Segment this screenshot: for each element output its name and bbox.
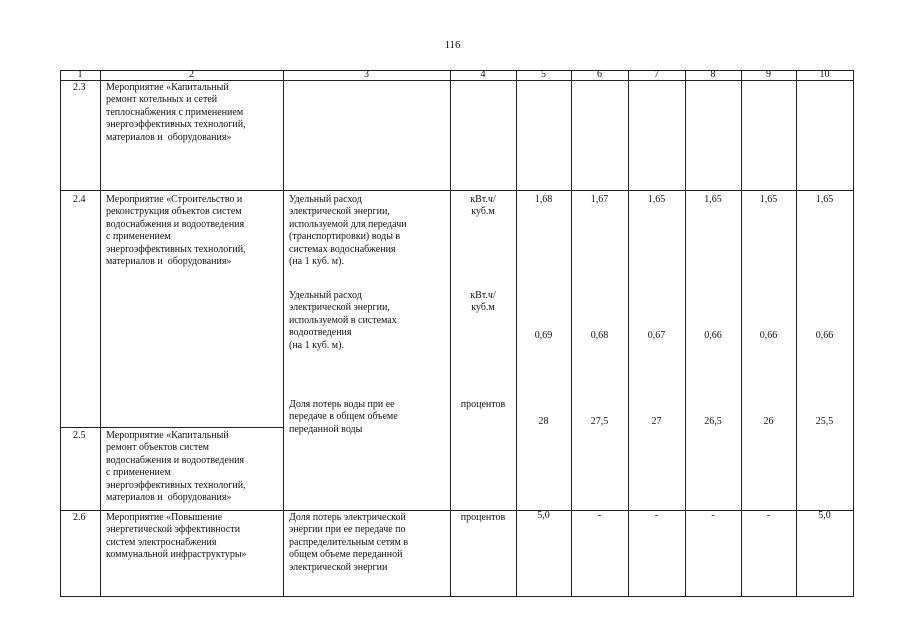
- header-cell: 9: [766, 69, 771, 80]
- value-cell: 0,66: [759, 330, 778, 341]
- measure-name: Мероприятие «Повышение энергетической эффективности систем электроснабжения коммунальной инфраструктуры»: [106, 512, 247, 561]
- value-cell: -: [711, 510, 715, 521]
- page-number: 116: [444, 39, 461, 51]
- value-cell: -: [597, 510, 602, 521]
- value-cell: 28: [538, 416, 549, 427]
- value-cell: 1,68: [534, 194, 553, 205]
- indicator-text: Удельный расход электрической энергии, используемой в системах водоотведения (на 1 куб. м).: [289, 290, 397, 351]
- indicator-unit: кВт.ч/ куб.м: [470, 194, 496, 218]
- value-cell: 26: [763, 416, 774, 427]
- value-cell: -: [654, 510, 659, 521]
- header-cell: 3: [364, 69, 369, 80]
- value-cell: 1,67: [590, 194, 609, 205]
- row-number: 2.5: [73, 430, 86, 441]
- indicator-text: Доля потерь воды при ее передаче в общем объеме переданной воды: [289, 399, 398, 435]
- value-cell: 0,68: [590, 330, 609, 341]
- header-cell: 5: [541, 69, 546, 80]
- value-cell: 27: [651, 416, 662, 427]
- measure-name: Мероприятие «Капитальный ремонт объектов систем водоснабжения и водоотведения с применением энергоэффективных технологий, материалов и оборудования»: [106, 430, 246, 504]
- indicator-text: Удельный расход электрической энергии, используемой для передачи (транспортировки) воды в системах водоснабжения (на 1 куб. м).: [289, 194, 407, 268]
- value-cell: 26,5: [704, 416, 722, 427]
- row-number: 2.6: [73, 512, 86, 523]
- value-cell: -: [766, 510, 771, 521]
- indicator-unit: кВт.ч/ куб.м: [470, 290, 496, 314]
- row-number: 2.3: [73, 82, 86, 93]
- indicator-text: Доля потерь электрической энергии при ее передаче по распределительным сетям в общем объеме переданной электрической энергии: [289, 512, 409, 573]
- measure-name: Мероприятие «Капитальный ремонт котельных и сетей теплоснабжения с применением энергоэффективных технологий, материалов и оборудования»: [106, 82, 246, 143]
- value-cell: 5,0: [818, 510, 831, 521]
- header-cell: 1: [77, 69, 83, 80]
- value-cell: 0,67: [647, 330, 666, 341]
- value-cell: 25,5: [815, 416, 834, 427]
- value-cell: 1,65: [759, 194, 778, 205]
- header-cell: 2: [189, 69, 194, 80]
- indicator-unit: процентов: [460, 512, 506, 523]
- indicator-unit: процентов: [460, 399, 506, 410]
- value-cell: 0,66: [704, 330, 722, 341]
- value-cell: 0,66: [815, 330, 834, 341]
- value-cell: 1,65: [704, 194, 722, 205]
- header-cell: 8: [710, 69, 716, 80]
- value-cell: 5,0: [537, 510, 550, 521]
- header-cell: 6: [597, 69, 602, 80]
- value-cell: 1,65: [647, 194, 666, 205]
- measure-name: Мероприятие «Строительство и реконструкция объектов систем водоснабжения и водоотведения с применением энергоэффективных технологий, материалов и оборудования»: [106, 194, 246, 268]
- value-cell: 1,65: [815, 194, 834, 205]
- header-cell: 7: [654, 69, 659, 80]
- row-number: 2.4: [73, 194, 86, 205]
- header-cell: 4: [480, 69, 486, 80]
- header-cell: 10: [819, 69, 830, 80]
- value-cell: 0,69: [534, 330, 553, 341]
- value-cell: 27,5: [590, 416, 609, 427]
